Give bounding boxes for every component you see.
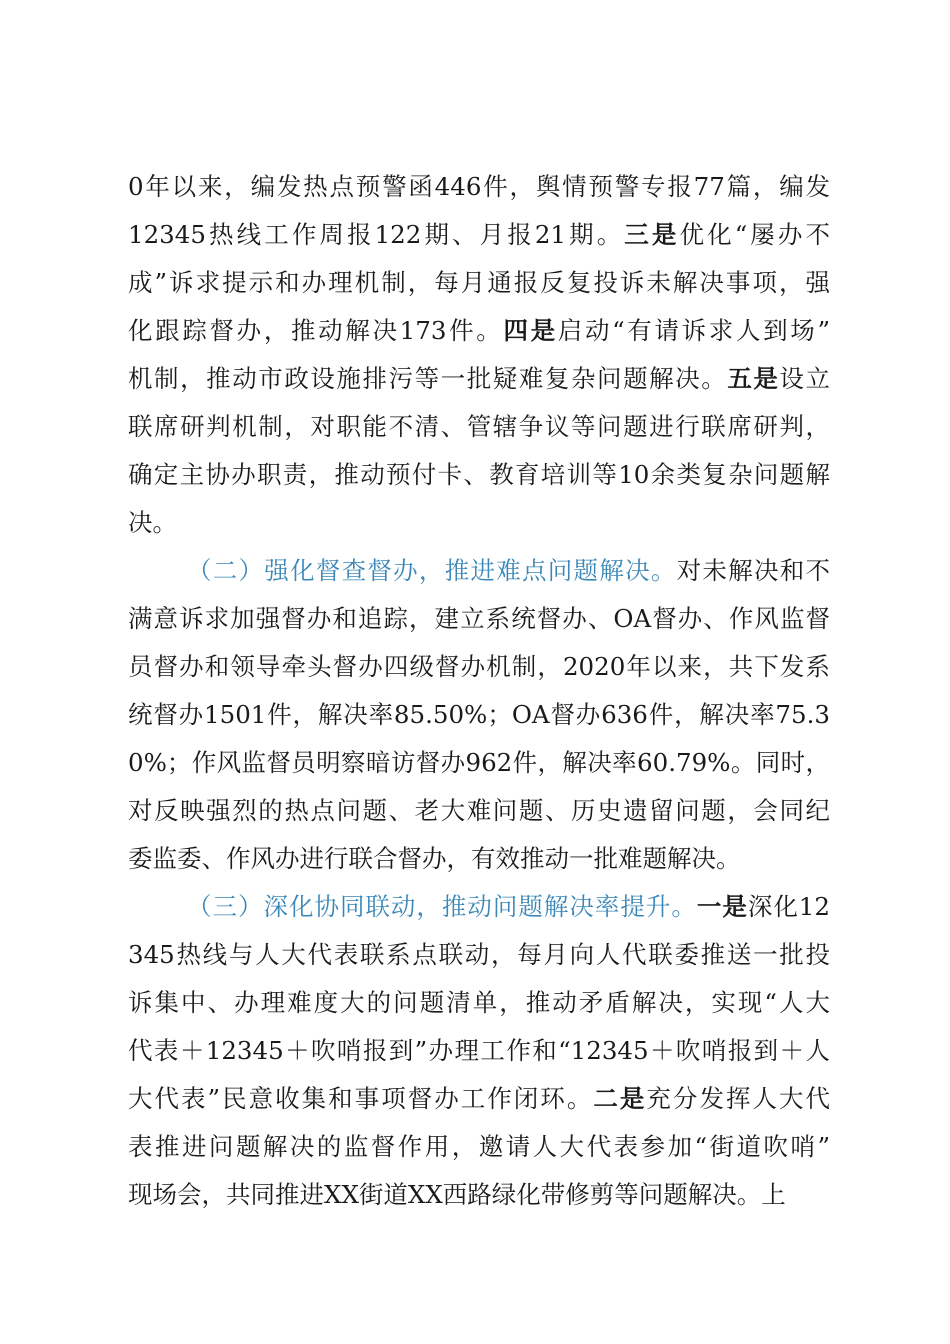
text-run: 充分发挥人大代 bbox=[646, 1084, 831, 1113]
text-run: 机制，推动市政设施排污等一批疑难复杂问题解决。 bbox=[128, 364, 728, 393]
text-line bbox=[128, 412, 830, 442]
text-run: 0%；作风监督员明察暗访督办962件，解决率60.79%。同时， bbox=[128, 748, 830, 777]
text-run: 统督办1501件，解决率85.50%；OA督办636件，解决率75.3 bbox=[128, 700, 830, 729]
text-run: 成”诉求提示和办理机制，每月通报反复投诉未解决事项，强 bbox=[128, 268, 830, 297]
text-line bbox=[128, 700, 830, 730]
text-line bbox=[187, 556, 830, 586]
text-line bbox=[128, 460, 830, 490]
text-line bbox=[128, 940, 830, 970]
text-run: 联席研判机制，对职能不清、管辖争议等问题进行联席研判， bbox=[128, 412, 830, 441]
text-run: 345热线与人大代表联系点联动，每月向人代联委推送一批投 bbox=[128, 940, 830, 969]
text-line bbox=[128, 748, 830, 778]
text-line bbox=[128, 844, 830, 874]
text-run: 现场会，共同推进XX街道XX西路绿化带修剪等问题解决。上 bbox=[128, 1180, 786, 1209]
emphasis-text: 四是 bbox=[503, 316, 558, 345]
text-line bbox=[128, 316, 830, 346]
emphasis-text: 二是 bbox=[593, 1084, 647, 1113]
text-line bbox=[128, 988, 830, 1018]
text-run: 化跟踪督办，推动解决173件。 bbox=[128, 316, 504, 345]
text-run: 12345热线工作周报122期、月报21期。 bbox=[128, 220, 625, 249]
text-run: 对未解决和不 bbox=[676, 556, 831, 585]
text-line bbox=[128, 1132, 830, 1162]
text-run: 代表＋12345＋吹哨报到”办理工作和“12345＋吹哨报到＋人 bbox=[128, 1036, 830, 1065]
text-run: 0年以来，编发热点预警函446件，舆情预警专报77篇，编发 bbox=[128, 172, 830, 201]
text-line bbox=[128, 1180, 830, 1210]
text-run: 满意诉求加强督办和追踪，建立系统督办、OA督办、作风监督 bbox=[128, 604, 830, 633]
text-line bbox=[128, 796, 830, 826]
text-line bbox=[128, 508, 830, 538]
text-line bbox=[128, 220, 830, 250]
emphasis-text: 三是 bbox=[624, 220, 680, 249]
text-run: 对反映强烈的热点问题、老大难问题、历史遗留问题，会同纪 bbox=[128, 796, 830, 825]
text-run: 表推进问题解决的监督作用，邀请人大代表参加“街道吹哨” bbox=[128, 1132, 830, 1161]
text-line bbox=[128, 172, 830, 202]
text-line bbox=[128, 1036, 830, 1066]
text-run: 深化12 bbox=[747, 892, 830, 921]
text-run: 确定主协办职责，推动预付卡、教育培训等10余类复杂问题解 bbox=[128, 460, 830, 489]
section-heading: （三）深化协同联动，推动问题解决率提升。 bbox=[187, 892, 697, 921]
text-run: 员督办和领导牵头督办四级督办机制，2020年以来，共下发系 bbox=[128, 652, 830, 681]
text-line bbox=[128, 364, 830, 394]
text-run: 优化“屡办不 bbox=[679, 220, 830, 249]
section-heading: （二）强化督查督办，推进难点问题解决。 bbox=[187, 556, 677, 585]
text-line bbox=[187, 892, 830, 922]
text-line bbox=[128, 268, 830, 298]
emphasis-text: 五是 bbox=[727, 364, 780, 393]
text-line bbox=[128, 1084, 830, 1114]
text-line bbox=[128, 652, 830, 682]
text-run: 设立 bbox=[779, 364, 831, 393]
text-run: 决。 bbox=[128, 508, 177, 537]
emphasis-text: 一是 bbox=[696, 892, 748, 921]
text-run: 启动“有请诉求人到场” bbox=[557, 316, 830, 345]
text-line bbox=[128, 604, 830, 634]
text-run: 委监委、作风办进行联合督办，有效推动一批难题解决。 bbox=[128, 844, 741, 873]
text-run: 大代表”民意收集和事项督办工作闭环。 bbox=[128, 1084, 594, 1113]
text-run: 诉集中、办理难度大的问题清单，推动矛盾解决，实现“人大 bbox=[128, 988, 830, 1017]
